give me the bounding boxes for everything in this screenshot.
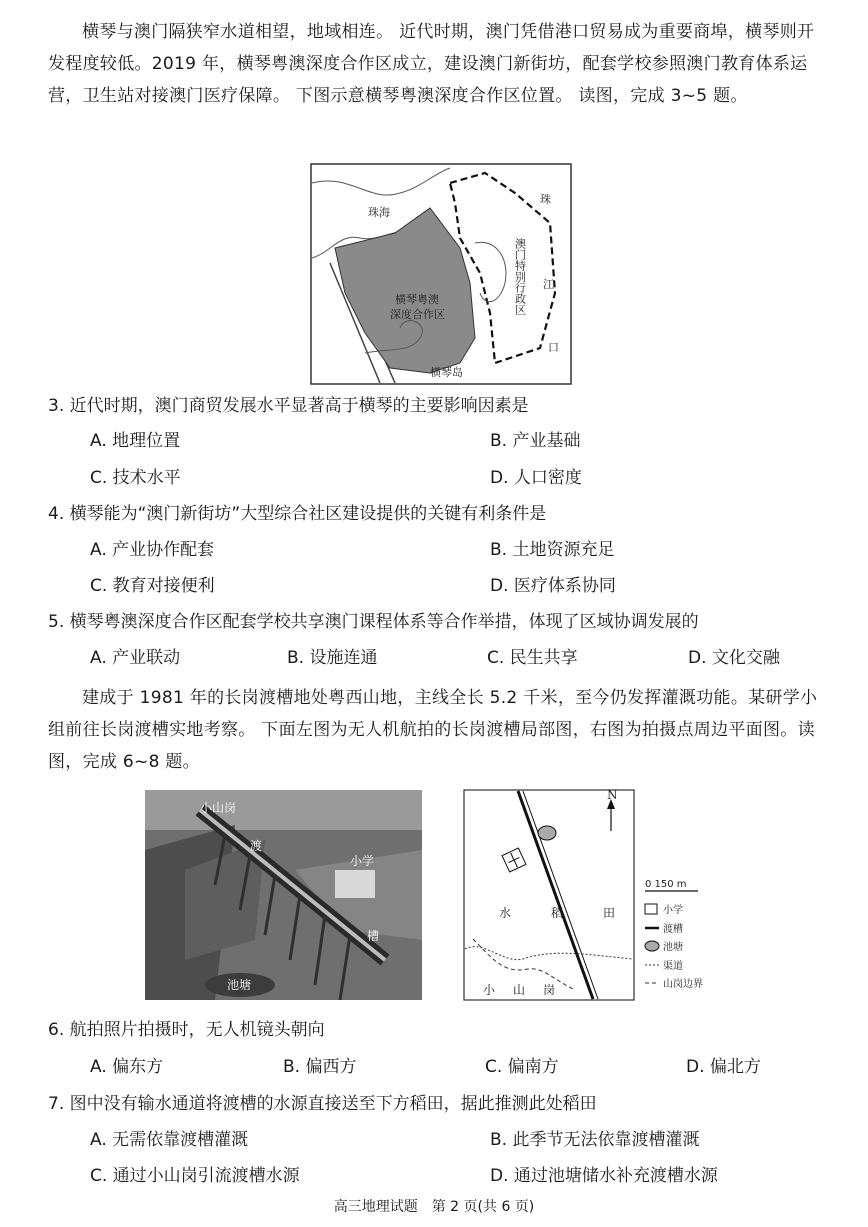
scale-label: 0 150 m — [645, 879, 687, 890]
plan-pond-symbol — [538, 826, 556, 840]
question-5-stem: 5. 横琴粤澳深度合作区配套学校共享澳门课程体系等合作举措，体现了区域协调发展的 — [48, 612, 699, 632]
q6-option-b[interactable]: B. 偏西方 — [283, 1057, 357, 1077]
q6-option-a[interactable]: A. 偏东方 — [90, 1057, 164, 1077]
aqueduct-plan-map — [463, 789, 733, 1001]
question-3-stem: 3. 近代时期，澳门商贸发展水平显著高于横琴的主要影响因素是 — [48, 396, 529, 416]
q4-option-b[interactable]: B. 土地资源充足 — [490, 540, 615, 560]
photo-label-cao: 槽 — [367, 929, 380, 943]
legend-canal: 渠道 — [663, 961, 683, 972]
photo-label-school: 小学 — [350, 854, 375, 868]
map-label-hengqin-island: 横琴岛 — [430, 366, 463, 379]
q5-option-c[interactable]: C. 民生共享 — [487, 648, 578, 668]
q6-option-d[interactable]: D. 偏北方 — [686, 1057, 761, 1077]
q3-option-d[interactable]: D. 人口密度 — [490, 468, 582, 488]
map-label-zone-2: 深度合作区 — [390, 308, 445, 321]
question-6-stem: 6. 航拍照片拍摄时，无人机镜头朝向 — [48, 1020, 325, 1040]
plan-label-shan: 山 — [513, 983, 526, 997]
q3-option-b[interactable]: B. 产业基础 — [490, 431, 581, 451]
plan-label-gang: 岗 — [543, 983, 556, 997]
legend-school: 小学 — [663, 905, 683, 916]
map-label-jiang: 江 — [543, 278, 554, 291]
q5-option-d[interactable]: D. 文化交融 — [688, 648, 780, 668]
question-7-stem: 7. 图中没有输水通道将渡槽的水源直接送至下方稻田，据此推测此处稻田 — [48, 1094, 597, 1114]
hengqin-location-map — [310, 163, 572, 385]
q3-option-c[interactable]: C. 技术水平 — [90, 468, 181, 488]
q4-option-d[interactable]: D. 医疗体系协同 — [490, 576, 616, 596]
q4-option-c[interactable]: C. 教育对接便利 — [90, 576, 215, 596]
plan-label-dao: 稻 — [551, 906, 564, 920]
map-label-zhu: 珠 — [540, 193, 551, 206]
plan-label-xiao: 小 — [483, 983, 496, 997]
q5-option-a[interactable]: A. 产业联动 — [90, 648, 181, 668]
map-label-zone-1: 横琴粤澳 — [395, 293, 439, 306]
passage-intro-hengqin: 横琴与澳门隔狭窄水道相望，地域相连。 近代时期，澳门凭借港口贸易成为重要商埠，横琴则开发程度较低。2019 年，横琴粤澳深度合作区成立，建设澳门新街坊，配套学校参照澳门教育体系运营，卫生站对接澳门医疗保障。 下图示意横琴粤澳深度合作区位置。 读图，完成 3~5 题。 — [48, 22, 815, 106]
map-label-zhuhai: 珠海 — [368, 206, 390, 219]
photo-label-hill: 小山岗 — [200, 801, 237, 815]
q7-option-d[interactable]: D. 通过池塘储水补充渡槽水源 — [490, 1166, 718, 1186]
legend-pond: 池塘 — [663, 942, 683, 953]
map-label-macau: 澳门特别行政区 — [513, 238, 527, 315]
q7-option-c[interactable]: C. 通过小山岗引流渡槽水源 — [90, 1166, 300, 1186]
north-arrow-label: N — [607, 789, 618, 802]
photo-label-du: 渡 — [250, 839, 263, 853]
photo-label-pond: 池塘 — [227, 978, 252, 992]
plan-label-shui: 水 — [499, 906, 512, 920]
q4-option-a[interactable]: A. 产业协作配套 — [90, 540, 215, 560]
legend-hill-boundary: 山岗边界 — [663, 979, 703, 990]
q6-option-c[interactable]: C. 偏南方 — [485, 1057, 559, 1077]
map-label-kou: 口 — [548, 341, 559, 354]
legend-aqueduct: 渡槽 — [663, 924, 683, 935]
q3-option-a[interactable]: A. 地理位置 — [90, 431, 181, 451]
question-4-stem: 4. 横琴能为“澳门新街坊”大型综合社区建设提供的关键有利条件是 — [48, 504, 547, 524]
page-footer: 高三地理试题 第 2 页(共 6 页) — [333, 1199, 535, 1215]
q5-option-b[interactable]: B. 设施连通 — [287, 648, 378, 668]
aqueduct-aerial-photo — [145, 790, 422, 1000]
q7-option-b[interactable]: B. 此季节无法依靠渡槽灌溉 — [490, 1130, 700, 1150]
plan-label-tian: 田 — [603, 906, 616, 920]
passage-intro-aqueduct: 建成于 1981 年的长岗渡槽地处粤西山地，主线全长 5.2 千米，至今仍发挥灌溉功能。某研学小组前往长岗渡槽实地考察。 下面左图为无人机航拍的长岗渡槽局部图，右图为拍摄点周边平面图。读图，完成 6~8 题。 — [48, 688, 818, 772]
q7-option-a[interactable]: A. 无需依靠渡槽灌溉 — [90, 1130, 249, 1150]
